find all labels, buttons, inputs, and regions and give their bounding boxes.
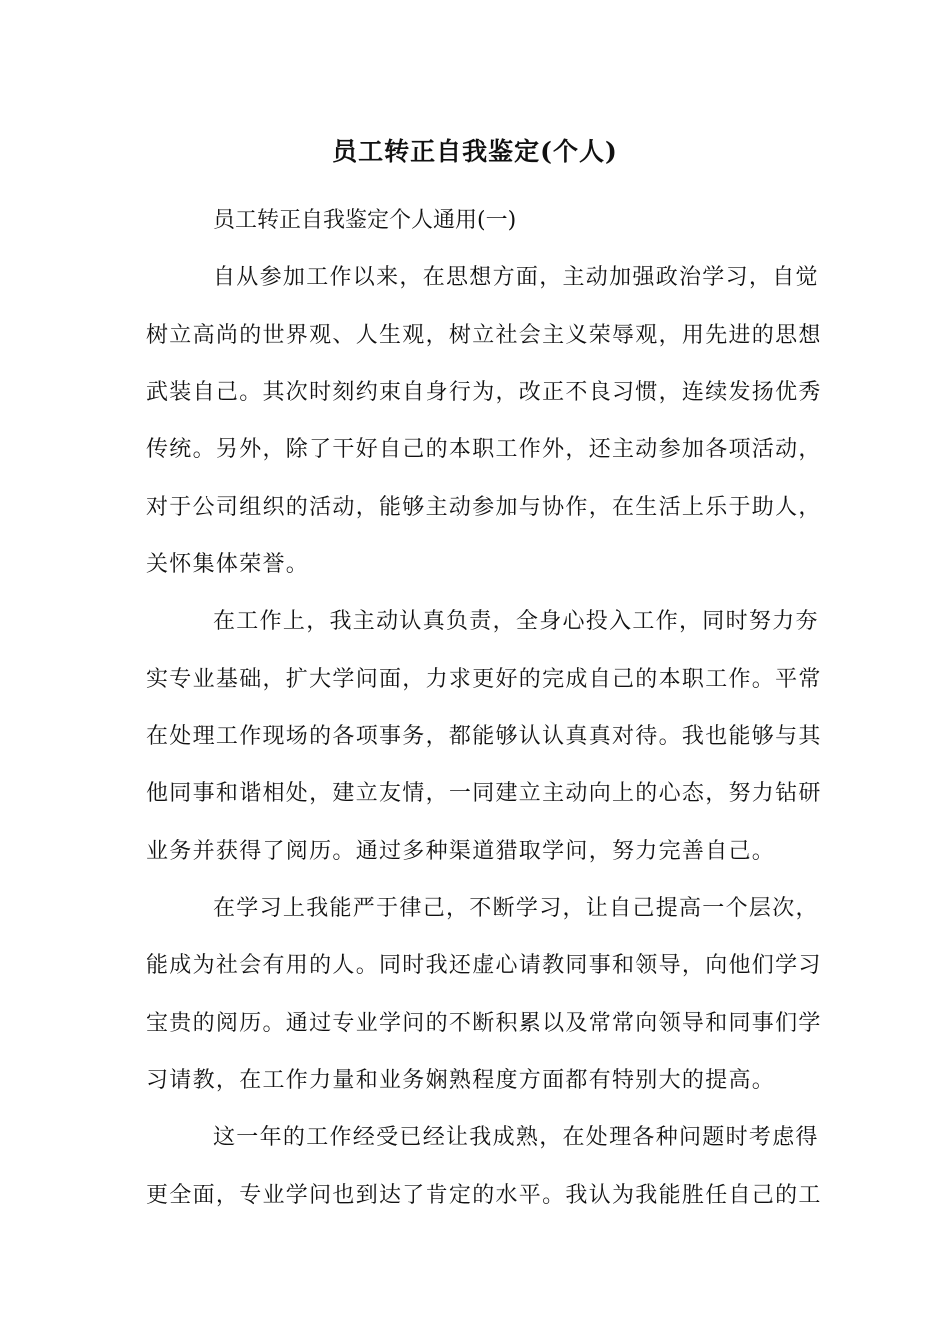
paragraph-line: 这一年的工作经受已经让我成熟，在处理各种问题时考虑得 — [213, 1125, 819, 1150]
paragraph-line: 在学习上我能严于律己，不断学习，让自己提高一个层次， — [213, 896, 819, 921]
paragraph-line: 宝贵的阅历。通过专业学问的不断积累以及常常向领导和同事们学 — [146, 1011, 822, 1036]
paragraph-line: 对于公司组织的活动，能够主动参加与协作，在生活上乐于助人， — [146, 495, 822, 520]
document-title: 员工转正自我鉴定(个人) — [332, 137, 618, 166]
paragraph-line: 实专业基础，扩大学问面，力求更好的完成自己的本职工作。平常 — [146, 667, 822, 692]
paragraph-line: 武装自己。其次时刻约束自身行为，改正不良习惯，连续发扬优秀 — [146, 380, 822, 405]
document-subtitle: 员工转正自我鉴定个人通用(一) — [213, 208, 517, 233]
paragraph-line: 在处理工作现场的各项事务，都能够认认真真对待。我也能够与其 — [146, 724, 822, 749]
paragraph-line: 树立高尚的世界观、人生观，树立社会主义荣辱观，用先进的思想 — [146, 323, 822, 348]
paragraph-line: 业务并获得了阅历。通过多种渠道猎取学问，努力完善自己。 — [146, 839, 776, 864]
paragraph-line: 他同事和谐相处，建立友情，一同建立主动向上的心态，努力钻研 — [146, 781, 822, 806]
paragraph-line: 能成为社会有用的人。同时我还虚心请教同事和领导，向他们学习 — [146, 953, 822, 978]
paragraph-line: 关怀集体荣誉。 — [146, 552, 310, 577]
paragraph-line: 传统。另外，除了干好自己的本职工作外，还主动参加各项活动， — [146, 437, 822, 462]
paragraph-line: 习请教，在工作力量和业务娴熟程度方面都有特别大的提高。 — [146, 1068, 776, 1093]
paragraph-line: 自从参加工作以来，在思想方面，主动加强政治学习，自觉 — [213, 265, 819, 290]
paragraph-line: 在工作上，我主动认真负责，全身心投入工作，同时努力夯 — [213, 609, 819, 634]
paragraph-line: 更全面，专业学问也到达了肯定的水平。我认为我能胜任自己的工 — [146, 1183, 822, 1208]
